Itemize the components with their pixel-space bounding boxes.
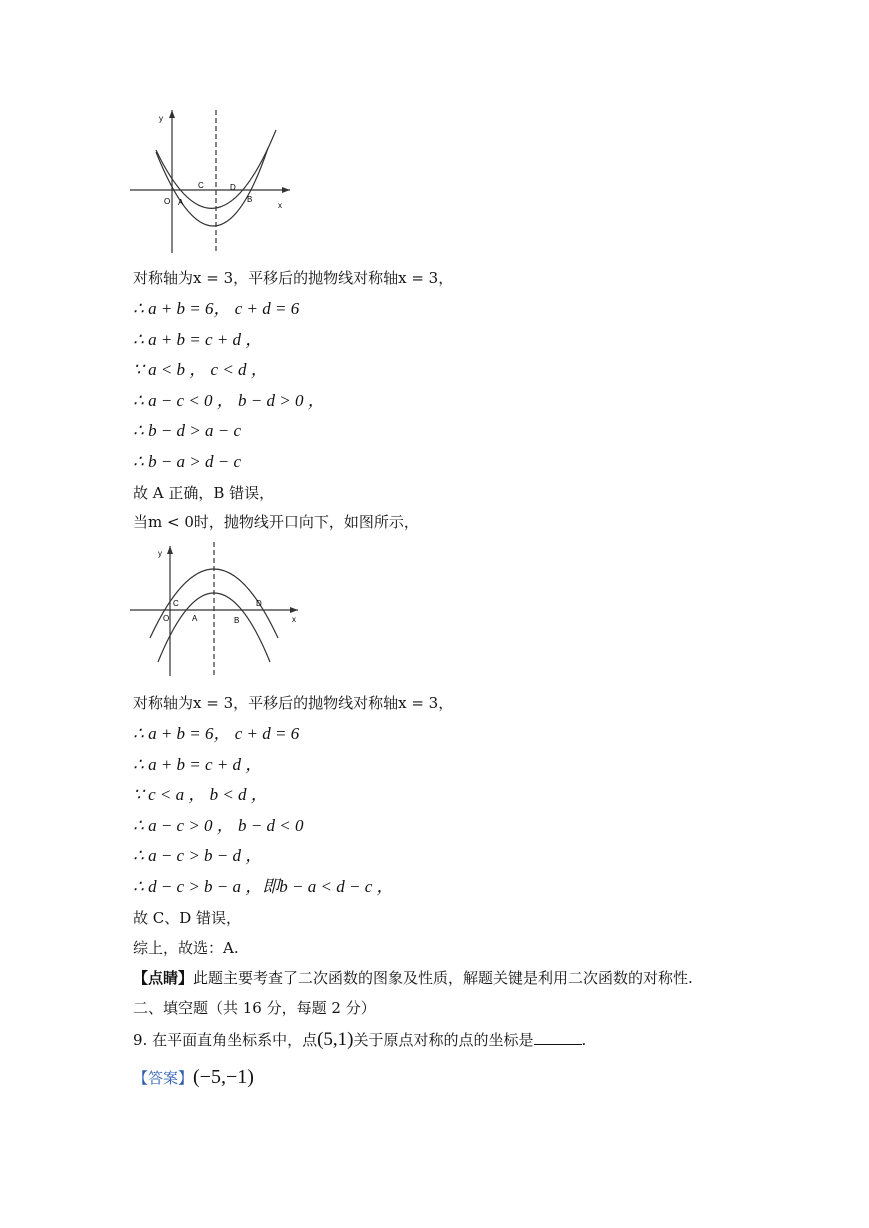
math-line: ∴ a + b = c + d ， bbox=[133, 330, 263, 349]
answer-value: (−5,−1) bbox=[193, 1066, 254, 1088]
math-line: ∴ a − c < 0 ， b − d > 0 ， bbox=[133, 391, 325, 410]
label-y: y bbox=[158, 549, 162, 558]
y-axis-arrow bbox=[169, 110, 175, 118]
label-b: B bbox=[247, 195, 253, 204]
math-line: ∵ a < b ， c < d ， bbox=[133, 360, 268, 379]
answer-line bbox=[133, 1066, 254, 1089]
comment-text: 此题主要考查了二次函数的图象及性质，解题关键是利用二次函数的对称性. bbox=[193, 969, 693, 987]
parabola-shifted bbox=[156, 148, 268, 226]
answer-blank bbox=[534, 1030, 582, 1045]
math-line: ∴ a − c > b − d ， bbox=[133, 846, 263, 865]
figure-parabola-down-svg bbox=[128, 540, 303, 680]
section-header: 二、填空题（共 16 分，每题 2 分） bbox=[133, 999, 376, 1017]
x-axis-arrow bbox=[282, 187, 290, 193]
text-line: 故 C、D 错误， bbox=[133, 909, 242, 927]
label-x: x bbox=[292, 615, 296, 624]
math-line: ∴ a + b = 6， c + d = 6 bbox=[133, 724, 300, 743]
text-line: 对称轴为x = 3，平移后的抛物线对称轴x = 3， bbox=[133, 269, 454, 287]
math-line: ∵ c < a ， b < d ， bbox=[133, 785, 268, 804]
text-line: 对称轴为x = 3，平移后的抛物线对称轴x = 3， bbox=[133, 694, 454, 712]
math-line: ∴ b − a > d − c bbox=[133, 452, 242, 471]
figure-parabola-up-svg bbox=[128, 108, 298, 258]
answer-tag: 【答案】 bbox=[133, 1069, 194, 1087]
label-o: O bbox=[163, 614, 170, 623]
label-d: D bbox=[230, 183, 236, 192]
label-d: D bbox=[256, 599, 262, 608]
label-y: y bbox=[159, 114, 163, 123]
label-x: x bbox=[278, 201, 282, 210]
label-o: O bbox=[164, 197, 171, 206]
math-line: ∴ d − c > b − a ，即b − a < d − c ， bbox=[133, 877, 394, 896]
label-a: A bbox=[178, 198, 184, 207]
question-text-after: 关于原点对称的点的坐标是 bbox=[353, 1031, 534, 1049]
question-text-before: 在平面直角坐标系中，点 bbox=[152, 1031, 318, 1049]
label-a: A bbox=[192, 614, 198, 623]
text-line: 当m < 0时，抛物线开口向下，如图所示， bbox=[133, 513, 419, 531]
text-line: 综上，故选：A. bbox=[133, 939, 239, 957]
question-point: (5,1) bbox=[317, 1029, 354, 1050]
label-c: C bbox=[198, 181, 204, 190]
question-number: 9. bbox=[133, 1031, 148, 1049]
text-line: 故 A 正确，B 错误， bbox=[133, 484, 275, 502]
question-end: . bbox=[581, 1031, 587, 1049]
comment-line bbox=[133, 967, 693, 989]
y-axis-arrow bbox=[167, 546, 173, 554]
math-line: ∴ a + b = c + d ， bbox=[133, 755, 263, 774]
x-axis-arrow bbox=[290, 607, 298, 613]
label-b: B bbox=[234, 616, 240, 625]
math-line: ∴ b − d > a − c bbox=[133, 421, 242, 440]
figure-parabola-down bbox=[128, 540, 303, 680]
comment-tag: 【点睛】 bbox=[133, 969, 194, 987]
math-line: ∴ a − c > 0 ， b − d < 0 bbox=[133, 816, 304, 835]
math-line: ∴ a + b = 6， c + d = 6 bbox=[133, 299, 300, 318]
figure-parabola-up bbox=[128, 108, 298, 258]
question-9 bbox=[133, 1029, 586, 1051]
label-c: C bbox=[173, 599, 179, 608]
